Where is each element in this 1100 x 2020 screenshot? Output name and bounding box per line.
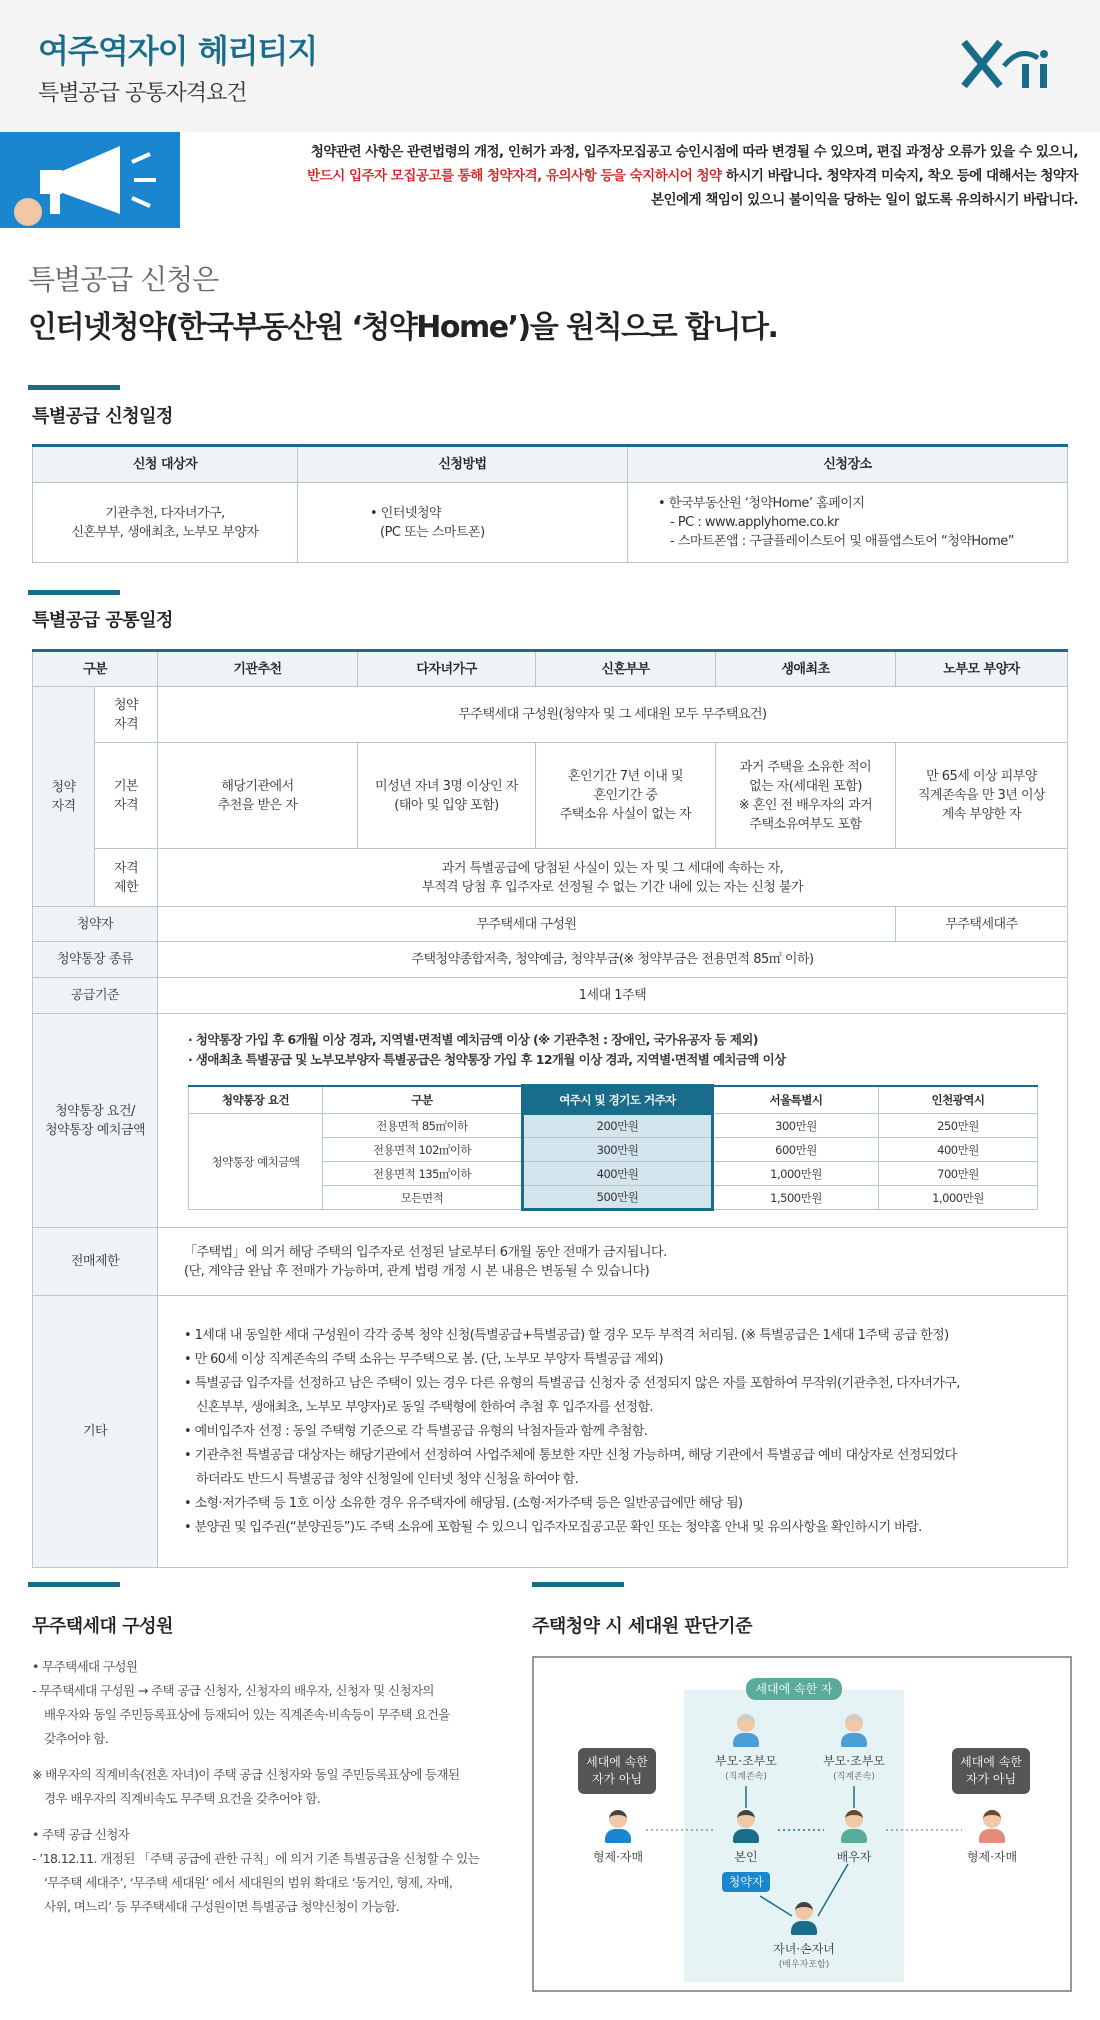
node-label: 배우자 [836,1850,872,1864]
body-line: ※ 배우자의 직계비속(전혼 자녀)이 주택 공급 신청자와 동일 주민등록표상에 등재된 [32,1767,460,1782]
applicant-cell: 무주택세대 구성원 [158,907,896,942]
table-header: 다자녀가구 [358,651,536,687]
deposit-cell-highlight: 500만원 [523,1186,713,1210]
body-line: - ’18.12.11. 개정된 「주택 공급에 관한 규칙」에 의거 기존 특별공급을 신청할 수 있는 [32,1851,480,1866]
spacer [32,1751,502,1763]
deposit-cell-highlight: 400만원 [523,1162,713,1186]
section-bar [532,1582,624,1587]
notice-text [198,140,1078,212]
requirement-cell [158,1014,1068,1228]
deposit-cell: 전용면적 135㎡이하 [323,1162,523,1186]
section-title-household: 무주택세대 구성원 [32,1616,173,1637]
deposit-cell: 1,000만원 [713,1162,879,1186]
body-line: 배우자와 동일 주민등록표상에 등재되어 있는 직계존속·비속등이 무주택 요건을 [44,1707,450,1722]
table-header: 기관추천 [158,651,358,687]
row-label: 기본 자격 [95,743,158,849]
deposit-cell: 모든면적 [323,1186,523,1210]
deposit-row-label: 청약통장 예치금액 [189,1114,323,1210]
qual-b-cell: 과거 주택을 소유한 적이 없는 자(세대원 포함) ※ 혼인 전 배우자의 과거 주택소유여부도 포함 [716,743,896,849]
deposit-header: 청약통장 요건 [189,1086,323,1114]
notice-line: 청약관련 사항은 관련법령의 개정, 인허가 과정, 입주자모집공고 승인시점에 따라 변경될 수 있으며, 편집 과정상 오류가 있을 수 있으니, [310,144,1078,160]
body-line: • 무주택세대 구성원 [32,1659,138,1674]
list-item: • 분양권 및 입주권(“분양권등”)도 주택 소유에 포함될 수 있으니 입주자모집공고문 확인 또는 청약홈 안내 및 유의사항을 확인하시기 바람. [184,1519,922,1535]
node-label: 형제·자매 [592,1850,644,1864]
row-label: 청약통장 요건/ 청약통장 예치금액 [33,1014,158,1228]
cell-line: 신혼부부, 생애최초, 노부모 부양자 [71,524,259,540]
deposit-header: 서울특별시 [713,1086,879,1114]
cell-line: - PC : www.applyhome.co.kr [670,515,839,530]
table-header: 신청방법 [298,446,628,483]
table-header: 신청 대상자 [33,446,298,483]
qual-b-cell: 해당기관에서 추천을 받은 자 [158,743,358,849]
supply-cell: 1세대 1주택 [158,978,1068,1014]
body-line: 경우 배우자의 직계비속도 무주택 요건을 갖추어야 함. [44,1791,321,1806]
table-header: 신청장소 [628,446,1068,483]
target-cell [33,483,298,563]
row-label: 청약 자격 [95,687,158,743]
resale-line: 「주택법」에 의거 해당 주택의 입주자로 선정된 날로부터 6개월 동안 전매가 금지됩니다. [184,1244,667,1260]
list-item: 신혼부부, 생애최초, 노부모 부양자)로 동일 주택형에 한하여 추첨 후 입주자를 선정함. [196,1399,653,1415]
table-header: 생애최초 [716,651,896,687]
requirement-line: · 생애최초 특별공급 및 노부모부양자 특별공급은 청약통장 가입 후 12개월 이상 경과, 지역별·면적별 예치금액 이상 [188,1052,786,1067]
applicant-tag: 청약자 [722,1872,770,1892]
deposit-cell: 1,500만원 [713,1186,879,1210]
notice-line [198,164,1078,188]
account-cell: 주택청약종합저축, 청약예금, 청약부금(※ 청약부금은 전용면적 85㎡ 이하) [158,942,1068,978]
node-label: 본인 [734,1850,758,1864]
row-label: 청약통장 종류 [33,942,158,978]
qual-b-cell: 만 65세 이상 피부양 직계존속을 만 3년 이상 계속 부양한 자 [896,743,1068,849]
body-line: • 주택 공급 신청자 [32,1827,130,1842]
cell-line: • 인터넷청약 [370,505,442,521]
cell-line: - 스마트폰앱 : 구글플레이스토어 및 애플앱스토어 “청약Home” [670,534,1015,549]
section-title-schedule: 특별공급 신청일정 [32,406,173,427]
megaphone-icon [0,132,180,228]
deposit-header: 구분 [323,1086,523,1114]
not-belong-label-right: 세대에 속한 자가 아님 [952,1748,1030,1794]
row-label: 청약자 [33,907,158,942]
deposit-cell: 전용면적 102㎡이하 [323,1138,523,1162]
row-label: 자격 제한 [95,849,158,907]
notice-banner [0,132,1100,228]
xi-logo [960,36,1060,92]
not-belong-label-left: 세대에 속한 자가 아님 [578,1748,656,1794]
list-item: • 기관추천 특별공급 대상자는 해당기관에서 선정하여 사업주체에 통보한 자만 신청 가능하며, 해당 기관에서 특별공급 예비 대상자로 선정되었다 [184,1447,957,1463]
deposit-cell: 400만원 [879,1138,1038,1162]
list-item: • 소형·저가주택 등 1호 이상 소유한 경우 유주택자에 해당됨. (소형·저가주택 등은 일반공급에만 해당 됨) [184,1495,743,1511]
node-label: 부모·조부모 [823,1754,885,1768]
list-item: • 특별공급 입주자를 선정하고 남은 주택이 있는 경우 다른 유형의 특별공급 신청자 중 선정되지 않은 자를 포함하여 무작위(기관추천, 다자녀가구, [184,1375,960,1391]
household-body [32,1655,502,1919]
resale-line: (단, 계약금 완납 후 전매가 가능하며, 관계 법령 개정 시 본 내용은 변동될 수 있습니다) [184,1263,650,1279]
belong-tag: 세대에 속한 자 [746,1678,842,1700]
node-sublabel: (직계존속) [725,1772,767,1782]
table-header: 신혼부부 [536,651,716,687]
section-bar [28,590,120,595]
intro-line-2: 인터넷청약(한국부동산원 ‘청약Home’)을 원칙으로 합니다. [28,310,778,345]
qual-b-cell: 미성년 자녀 3명 이상인 자 (태아 및 입양 포함) [358,743,536,849]
qual-a-cell: 무주택세대 구성원(청약자 및 그 세대원 모두 무주택요건) [158,687,1068,743]
node-sublabel: (직계존속) [833,1772,875,1782]
list-item: • 예비입주자 선정 : 동일 주택형 기준으로 각 특별공급 유형의 낙첨자들과 함께 추첨함. [184,1423,648,1439]
section-bar [28,385,120,390]
list-item: • 1세대 내 동일한 세대 구성원이 각각 중복 청약 신청(특별공급+특별공급) 할 경우 모두 부적격 처리됨. (※ 특별공급은 1세대 1주택 공급 한정) [184,1327,949,1343]
table-header: 노부모 부양자 [896,651,1068,687]
page-subtitle: 특별공급 공통자격요건 [38,81,247,106]
section-bar [28,1582,120,1587]
deposit-cell: 700만원 [879,1162,1038,1186]
row-label: 전매제한 [33,1228,158,1296]
body-line: ‘무주택 세대주’, ‘무주택 세대원’ 에서 세대원의 범위 확대로 ‘동거인, 형제, 자매, [44,1875,453,1890]
deposit-header-highlight: 여주시 및 경기도 거주자 [523,1086,713,1114]
page-header [0,0,1100,132]
place-cell [628,483,1068,563]
schedule-table [32,444,1068,563]
requirement-line: · 청약통장 가입 후 6개월 이상 경과, 지역별·면적별 예치금액 이상 (※ 기관추천 : 장애인, 국가유공자 등 제외) [188,1032,758,1047]
row-label: 공급기준 [33,978,158,1014]
deposit-cell: 1,000만원 [879,1186,1038,1210]
row-label: 기타 [33,1296,158,1568]
body-line: 사위, 며느리’ 등 무주택세대 구성원이면 특별공급 청약신청이 가능함. [44,1899,400,1914]
deposit-table [188,1084,1038,1211]
connector-lines [534,1658,1070,1990]
resale-cell [158,1228,1068,1296]
notice-line-rest: 하시기 바랍니다. 청약자격 미숙지, 착오 등에 대해서는 청약자 [721,168,1078,184]
cell-line: 기관추천, 다자녀가구, [105,505,225,521]
qual-group-label: 청약 자격 [33,687,95,907]
qual-c-cell: 과거 특별공급에 당첨된 사실이 있는 자 및 그 세대에 속하는 자, 부적격 당첨 후 입주자로 선정될 수 없는 기간 내에 있는 자는 신청 불가 [158,849,1068,907]
household-diagram [532,1656,1072,1992]
etc-cell [158,1296,1068,1568]
deposit-cell: 600만원 [713,1138,879,1162]
method-cell [298,483,628,563]
list-item: 하더라도 반드시 특별공급 청약 신청일에 인터넷 청약 신청을 하여야 함. [196,1471,579,1487]
cell-line: • 한국부동산원 ‘청약Home’ 홈페이지 [658,496,865,511]
node-label: 자녀·손자녀 [773,1942,835,1956]
body-line: - 무주택세대 구성원 → 주택 공급 신청자, 신청자의 배우자, 신청자 및 신청자의 [32,1683,434,1698]
notice-highlight: 반드시 입주자 모집공고를 통해 청약자격, 유의사항 등을 숙지하시어 청약 [307,168,722,184]
applicant-cell-last: 무주택세대주 [896,907,1068,942]
body-line: 갖추어야 함. [44,1731,109,1746]
notice-line: 본인에게 책임이 있으니 불이익을 당하는 일이 없도록 유의하시기 바랍니다. [651,192,1078,208]
common-table [32,649,1068,1568]
deposit-cell: 250만원 [879,1114,1038,1138]
table-header: 구분 [33,651,158,687]
spacer [32,1811,502,1823]
list-item: • 만 60세 이상 직계존속의 주택 소유는 무주택으로 봄. (단, 노부모 부양자 특별공급 제외) [184,1351,663,1367]
cell-line: (PC 또는 스마트폰) [380,524,485,540]
node-sublabel: (배우자포함) [778,1960,830,1970]
node-label: 부모·조부모 [715,1754,777,1768]
deposit-cell-highlight: 200만원 [523,1114,713,1138]
etc-list [184,1324,1045,1540]
deposit-header: 인천광역시 [879,1086,1038,1114]
intro-line-1: 특별공급 신청은 [28,263,219,296]
qual-b-cell: 혼인기간 7년 이내 및 혼인기간 중 주택소유 사실이 없는 자 [536,743,716,849]
node-label: 형제·자매 [966,1850,1018,1864]
deposit-cell: 300만원 [713,1114,879,1138]
deposit-cell-highlight: 300만원 [523,1138,713,1162]
section-title-criteria: 주택청약 시 세대원 판단기준 [532,1616,752,1637]
deposit-cell: 전용면적 85㎡이하 [323,1114,523,1138]
section-title-common: 특별공급 공통일정 [32,610,173,631]
page-title: 여주역자이 헤리티지 [38,32,318,70]
